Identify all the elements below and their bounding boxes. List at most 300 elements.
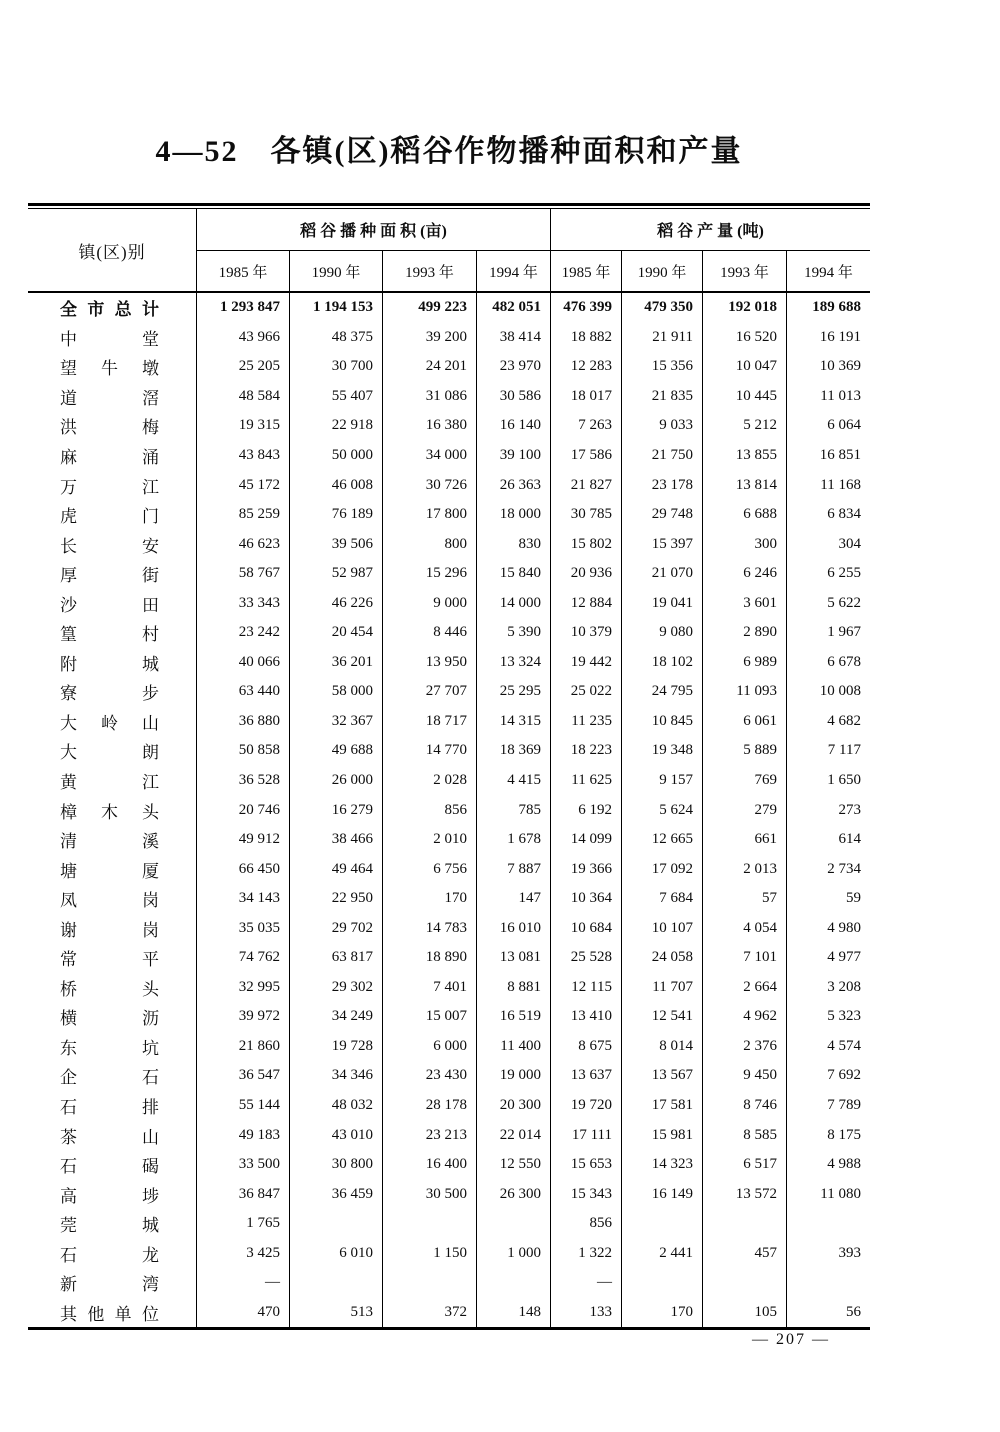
cell-value: 6 756 xyxy=(383,854,477,884)
cell-value: 30 700 xyxy=(290,352,383,382)
cell-value: 39 100 xyxy=(477,441,551,471)
cell-value: 16 851 xyxy=(819,447,861,463)
cell-value: 17 092 xyxy=(622,854,703,884)
row-label: 樟 木 头 xyxy=(28,795,197,825)
cell-value: 785 xyxy=(477,795,551,825)
row-label: 麻 涌 xyxy=(28,441,197,471)
cell-value: 43 966 xyxy=(197,323,290,353)
cell-value: 10 008 xyxy=(819,683,861,700)
cell-value: 15 840 xyxy=(477,559,551,589)
cell-value: 11 080 xyxy=(820,1185,861,1202)
cell-value: 18 000 xyxy=(477,500,551,530)
cell-value: 3 208 xyxy=(827,978,861,995)
cell-value: 36 847 xyxy=(197,1179,290,1209)
cell-value xyxy=(622,1209,703,1239)
cell-value xyxy=(622,1268,703,1298)
row-label: 桥 头 xyxy=(28,973,197,1003)
cell-value: 133 xyxy=(551,1298,622,1328)
cell-value: 32 995 xyxy=(197,973,290,1003)
cell-value: 40 066 xyxy=(197,648,290,678)
table-bottom-rule xyxy=(28,1327,870,1330)
cell-value: 26 000 xyxy=(290,766,383,796)
cell-value: 479 350 xyxy=(622,293,703,323)
cell-value: 19 348 xyxy=(622,736,703,766)
cell-value: 457 xyxy=(703,1239,787,1269)
cell-value: 7 789 xyxy=(827,1097,861,1114)
cell-value: 74 762 xyxy=(197,943,290,973)
cell-value xyxy=(477,1209,551,1239)
cell-value: 27 707 xyxy=(383,677,477,707)
cell-value: 15 653 xyxy=(551,1150,622,1180)
cell-value: 6 192 xyxy=(551,795,622,825)
cell-value: 31 086 xyxy=(383,382,477,412)
cell-value: 1 000 xyxy=(477,1239,551,1269)
cell-value: 661 xyxy=(703,825,787,855)
cell-value xyxy=(703,1209,787,1239)
cell-value: 10 369 xyxy=(819,358,861,375)
cell-value: 13 081 xyxy=(477,943,551,973)
cell-value: 23 430 xyxy=(383,1061,477,1091)
cell-value: 19 366 xyxy=(551,854,622,884)
cell-value: 26 363 xyxy=(477,470,551,500)
cell-value xyxy=(703,1268,787,1298)
cell-value: 39 972 xyxy=(197,1002,290,1032)
row-label: 大 岭 山 xyxy=(28,707,197,737)
cell-value: 7 692 xyxy=(827,1067,861,1084)
row-label: 洪 梅 xyxy=(28,411,197,441)
row-label: 高 埗 xyxy=(28,1179,197,1209)
cell-value: 43 010 xyxy=(290,1120,383,1150)
cell-value: 23 178 xyxy=(622,470,703,500)
cell-value: 11 235 xyxy=(551,707,622,737)
row-label: 虎 门 xyxy=(28,500,197,530)
cell-value: 26 300 xyxy=(477,1179,551,1209)
cell-value: 856 xyxy=(383,795,477,825)
cell-value: 30 726 xyxy=(383,470,477,500)
cell-value: 16 519 xyxy=(477,1002,551,1032)
cell-value: 9 450 xyxy=(703,1061,787,1091)
cell-value: 22 014 xyxy=(477,1120,551,1150)
cell-value: 33 500 xyxy=(197,1150,290,1180)
cell-value: 15 343 xyxy=(551,1179,622,1209)
cell-value: 19 720 xyxy=(551,1091,622,1121)
cell-value: 46 623 xyxy=(197,529,290,559)
cell-value xyxy=(477,1268,551,1298)
cell-value: 9 157 xyxy=(622,766,703,796)
cell-value: 25 528 xyxy=(551,943,622,973)
cell-value: 24 795 xyxy=(622,677,703,707)
group-header-area: 稻 谷 播 种 面 积 (亩) xyxy=(197,209,551,251)
year-header: 1994 年 xyxy=(804,264,853,281)
cell-value: 6 688 xyxy=(703,500,787,530)
cell-value: 19 041 xyxy=(622,588,703,618)
cell-value: 6 678 xyxy=(827,653,861,670)
page-title: 4—52 各镇(区)稻谷作物播种面积和产量 xyxy=(155,135,743,168)
cell-value: 12 550 xyxy=(477,1150,551,1180)
row-label: 厚 街 xyxy=(28,559,197,589)
row-label: 谢 岗 xyxy=(28,913,197,943)
cell-value: 39 200 xyxy=(383,323,477,353)
cell-value: 12 665 xyxy=(622,825,703,855)
row-label: 其 他 单 位 xyxy=(28,1298,197,1328)
cell-value: 30 785 xyxy=(551,500,622,530)
cell-value: 10 845 xyxy=(622,707,703,737)
cell-value: 36 547 xyxy=(197,1061,290,1091)
cell-value: 105 xyxy=(703,1298,787,1328)
cell-value: 192 018 xyxy=(703,293,787,323)
cell-value: 18 717 xyxy=(383,707,477,737)
cell-value: 34 346 xyxy=(290,1061,383,1091)
cell-value: 393 xyxy=(838,1244,861,1261)
cell-value: 25 022 xyxy=(551,677,622,707)
cell-value: 2 010 xyxy=(383,825,477,855)
cell-value: 4 980 xyxy=(827,919,861,936)
cell-value: 14 099 xyxy=(551,825,622,855)
cell-value: 17 111 xyxy=(551,1120,622,1150)
cell-value: 18 882 xyxy=(551,323,622,353)
cell-value: 19 315 xyxy=(197,411,290,441)
cell-value: 10 107 xyxy=(622,913,703,943)
cell-value: 2 028 xyxy=(383,766,477,796)
cell-value: 18 223 xyxy=(551,736,622,766)
group-header-output: 稻 谷 产 量 (吨) xyxy=(551,209,870,251)
year-header: 1993 年 xyxy=(703,251,787,291)
cell-value: 23 970 xyxy=(477,352,551,382)
cell-value: 1 765 xyxy=(197,1209,290,1239)
cell-value: 15 007 xyxy=(383,1002,477,1032)
cell-value: 14 770 xyxy=(383,736,477,766)
cell-value: 30 586 xyxy=(477,382,551,412)
cell-value: 14 323 xyxy=(622,1150,703,1180)
cell-value: 11 013 xyxy=(820,387,861,404)
cell-value: 66 450 xyxy=(197,854,290,884)
cell-value: 30 800 xyxy=(290,1150,383,1180)
cell-value: 1 194 153 xyxy=(290,293,383,323)
row-label: 万 江 xyxy=(28,470,197,500)
cell-value: 614 xyxy=(838,831,861,848)
row-label: 茶 山 xyxy=(28,1120,197,1150)
cell-value: 8 746 xyxy=(703,1091,787,1121)
cell-value: 7 887 xyxy=(477,854,551,884)
cell-value: 7 401 xyxy=(383,973,477,1003)
cell-value: 36 201 xyxy=(290,648,383,678)
cell-value: 24 058 xyxy=(622,943,703,973)
table-top-rule xyxy=(28,203,870,206)
year-header: 1990 年 xyxy=(290,251,383,291)
cell-value: 16 279 xyxy=(290,795,383,825)
cell-value: 36 459 xyxy=(290,1179,383,1209)
cell-value: 6 517 xyxy=(703,1150,787,1180)
row-label: 望 牛 墩 xyxy=(28,352,197,382)
cell-value: 8 675 xyxy=(551,1032,622,1062)
cell-value: 21 835 xyxy=(622,382,703,412)
row-label: 塘 厦 xyxy=(28,854,197,884)
cell-value: 46 226 xyxy=(290,588,383,618)
row-label: 篁 村 xyxy=(28,618,197,648)
cell-value: 18 102 xyxy=(622,648,703,678)
cell-value: 189 688 xyxy=(812,299,861,316)
cell-value: 21 860 xyxy=(197,1032,290,1062)
row-label: 新 湾 xyxy=(28,1268,197,1298)
cell-value: 170 xyxy=(383,884,477,914)
cell-value: 17 581 xyxy=(622,1091,703,1121)
cell-value: 6 010 xyxy=(290,1239,383,1269)
cell-value: 33 343 xyxy=(197,588,290,618)
cell-value: 35 035 xyxy=(197,913,290,943)
cell-value: 43 843 xyxy=(197,441,290,471)
cell-value: 5 889 xyxy=(703,736,787,766)
cell-value: 16 140 xyxy=(477,411,551,441)
cell-value: 25 205 xyxy=(197,352,290,382)
cell-value: 1 293 847 xyxy=(197,293,290,323)
cell-value: 6 989 xyxy=(703,648,787,678)
cell-value xyxy=(290,1209,383,1239)
cell-value: 1 650 xyxy=(827,772,861,789)
cell-value: 20 936 xyxy=(551,559,622,589)
cell-value: 10 364 xyxy=(551,884,622,914)
cell-value: 46 008 xyxy=(290,470,383,500)
cell-value: 20 746 xyxy=(197,795,290,825)
cell-value: 63 817 xyxy=(290,943,383,973)
cell-value: 5 212 xyxy=(703,411,787,441)
cell-value: 2 664 xyxy=(703,973,787,1003)
row-label: 附 城 xyxy=(28,648,197,678)
cell-value: 59 xyxy=(846,890,861,907)
cell-value: 769 xyxy=(703,766,787,796)
row-label: 大 朗 xyxy=(28,736,197,766)
cell-value: 16 149 xyxy=(622,1179,703,1209)
cell-value: 8 446 xyxy=(383,618,477,648)
cell-value: 15 356 xyxy=(622,352,703,382)
cell-value: 36 528 xyxy=(197,766,290,796)
cell-value: 170 xyxy=(622,1298,703,1328)
cell-value: 2 376 xyxy=(703,1032,787,1062)
cell-value: 1 967 xyxy=(827,624,861,641)
cell-value: 12 541 xyxy=(622,1002,703,1032)
cell-value: 21 911 xyxy=(622,323,703,353)
cell-value: 48 032 xyxy=(290,1091,383,1121)
cell-value: 6 000 xyxy=(383,1032,477,1062)
cell-value: 15 296 xyxy=(383,559,477,589)
cell-value: 8 881 xyxy=(477,973,551,1003)
cell-value: 30 500 xyxy=(383,1179,477,1209)
cell-value: 16 380 xyxy=(383,411,477,441)
cell-value: 38 414 xyxy=(477,323,551,353)
cell-value: 273 xyxy=(838,801,861,818)
cell-value: 19 728 xyxy=(290,1032,383,1062)
cell-value: 28 178 xyxy=(383,1091,477,1121)
cell-value: 56 xyxy=(846,1303,861,1320)
cell-value: 49 464 xyxy=(290,854,383,884)
cell-value: 17 800 xyxy=(383,500,477,530)
cell-value: 5 390 xyxy=(477,618,551,648)
row-label: 东 坑 xyxy=(28,1032,197,1062)
cell-value xyxy=(290,1268,383,1298)
cell-value xyxy=(383,1209,477,1239)
cell-value: 15 802 xyxy=(551,529,622,559)
row-label: 凤 岗 xyxy=(28,884,197,914)
cell-value: 49 688 xyxy=(290,736,383,766)
cell-value: 4 054 xyxy=(703,913,787,943)
cell-value: 6 064 xyxy=(827,417,861,434)
cell-value: 16 191 xyxy=(819,328,861,345)
cell-value: 6 834 xyxy=(827,506,861,523)
cell-value: 50 858 xyxy=(197,736,290,766)
cell-value: 3 601 xyxy=(703,588,787,618)
cell-value: 10 047 xyxy=(703,352,787,382)
cell-value: 7 263 xyxy=(551,411,622,441)
row-label: 长 安 xyxy=(28,529,197,559)
cell-value: 11 625 xyxy=(551,766,622,796)
cell-value: 58 767 xyxy=(197,559,290,589)
cell-value: 470 xyxy=(197,1298,290,1328)
cell-value: 4 962 xyxy=(703,1002,787,1032)
cell-value: 14 315 xyxy=(477,707,551,737)
table-header xyxy=(28,209,870,293)
cell-value: 13 572 xyxy=(703,1179,787,1209)
cell-value: 7 117 xyxy=(827,742,861,759)
cell-value: 17 586 xyxy=(551,441,622,471)
row-label: 常 平 xyxy=(28,943,197,973)
cell-value: 6 255 xyxy=(827,565,861,582)
cell-value: 45 172 xyxy=(197,470,290,500)
row-label: 清 溪 xyxy=(28,825,197,855)
cell-value: 3 425 xyxy=(197,1239,290,1269)
cell-value: 15 397 xyxy=(622,529,703,559)
cell-value: 12 115 xyxy=(551,973,622,1003)
cell-value: 147 xyxy=(477,884,551,914)
cell-value: 14 783 xyxy=(383,913,477,943)
cell-value: 4 682 xyxy=(827,712,861,729)
row-label: 道 滘 xyxy=(28,382,197,412)
cell-value: 9 080 xyxy=(622,618,703,648)
cell-value: 6 246 xyxy=(703,559,787,589)
cell-value: 499 223 xyxy=(383,293,477,323)
cell-value: 13 814 xyxy=(703,470,787,500)
cell-value: 19 442 xyxy=(551,648,622,678)
cell-value: 38 466 xyxy=(290,825,383,855)
cell-value: 21 827 xyxy=(551,470,622,500)
cell-value: 4 977 xyxy=(827,949,861,966)
cell-value: 16 520 xyxy=(703,323,787,353)
cell-value: 15 981 xyxy=(622,1120,703,1150)
cell-value: 11 400 xyxy=(477,1032,551,1062)
cell-value: 7 101 xyxy=(703,943,787,973)
cell-value: 21 750 xyxy=(622,441,703,471)
row-label: 全 市 总 计 xyxy=(28,293,197,323)
year-header: 1985 年 xyxy=(551,251,622,291)
cell-value: 5 622 xyxy=(827,594,861,611)
cell-value: 16 400 xyxy=(383,1150,477,1180)
cell-value: 76 189 xyxy=(290,500,383,530)
cell-value: 55 407 xyxy=(290,382,383,412)
cell-value: 13 410 xyxy=(551,1002,622,1032)
cell-value xyxy=(383,1268,477,1298)
cell-value: 13 855 xyxy=(703,441,787,471)
row-label: 石 排 xyxy=(28,1091,197,1121)
cell-value: 36 880 xyxy=(197,707,290,737)
cell-value: 34 000 xyxy=(383,441,477,471)
cell-value: 24 201 xyxy=(383,352,477,382)
cell-value: 482 051 xyxy=(477,293,551,323)
cell-value: 23 242 xyxy=(197,618,290,648)
row-label: 寮 步 xyxy=(28,677,197,707)
cell-value: 11 093 xyxy=(703,677,787,707)
cell-value: 476 399 xyxy=(551,293,622,323)
cell-value: 49 183 xyxy=(197,1120,290,1150)
cell-value: 49 912 xyxy=(197,825,290,855)
cell-value: 1 678 xyxy=(477,825,551,855)
cell-value: 63 440 xyxy=(197,677,290,707)
table-body xyxy=(28,293,870,1327)
cell-value: 20 454 xyxy=(290,618,383,648)
year-header: 1993 年 xyxy=(383,251,477,291)
cell-value: 12 884 xyxy=(551,588,622,618)
cell-value: 10 379 xyxy=(551,618,622,648)
cell-value: 10 445 xyxy=(703,382,787,412)
cell-value: 57 xyxy=(703,884,787,914)
cell-value: 830 xyxy=(477,529,551,559)
cell-value: — xyxy=(197,1268,290,1298)
cell-value: 19 000 xyxy=(477,1061,551,1091)
cell-value: 856 xyxy=(551,1209,622,1239)
cell-value: 18 369 xyxy=(477,736,551,766)
cell-value: 13 567 xyxy=(622,1061,703,1091)
cell-value: 13 950 xyxy=(383,648,477,678)
cell-value: 300 xyxy=(703,529,787,559)
cell-value: 304 xyxy=(838,535,861,552)
cell-value: 11 168 xyxy=(820,476,861,493)
cell-value: 148 xyxy=(477,1298,551,1328)
cell-value: 50 000 xyxy=(290,441,383,471)
row-label: 黄 江 xyxy=(28,766,197,796)
cell-value: 21 070 xyxy=(622,559,703,589)
cell-value: 8 585 xyxy=(703,1120,787,1150)
row-label: 横 沥 xyxy=(28,1002,197,1032)
cell-value: 13 637 xyxy=(551,1061,622,1091)
cell-value: 14 000 xyxy=(477,588,551,618)
cell-value: 13 324 xyxy=(477,648,551,678)
year-header: 1994 年 xyxy=(477,251,551,291)
cell-value: 52 987 xyxy=(290,559,383,589)
cell-value: 6 061 xyxy=(703,707,787,737)
row-label: 莞 城 xyxy=(28,1209,197,1239)
year-header: 1990 年 xyxy=(622,251,703,291)
cell-value: — xyxy=(551,1268,622,1298)
cell-value: 513 xyxy=(290,1298,383,1328)
corner-header: 镇(区)别 xyxy=(28,209,197,291)
cell-value: 5 624 xyxy=(622,795,703,825)
cell-value xyxy=(787,1209,870,1239)
cell-value: 18 890 xyxy=(383,943,477,973)
row-label: 沙 田 xyxy=(28,588,197,618)
cell-value: 29 302 xyxy=(290,973,383,1003)
cell-value: 39 506 xyxy=(290,529,383,559)
cell-value: 8 014 xyxy=(622,1032,703,1062)
cell-value: 2 734 xyxy=(827,860,861,877)
cell-value: 48 584 xyxy=(197,382,290,412)
cell-value: 55 144 xyxy=(197,1091,290,1121)
cell-value: 279 xyxy=(703,795,787,825)
cell-value: 18 017 xyxy=(551,382,622,412)
cell-value: 4 415 xyxy=(477,766,551,796)
cell-value: 9 033 xyxy=(622,411,703,441)
cell-value: 22 918 xyxy=(290,411,383,441)
cell-value: 34 249 xyxy=(290,1002,383,1032)
cell-value: 29 702 xyxy=(290,913,383,943)
cell-value: 4 574 xyxy=(827,1037,861,1054)
cell-value: 22 950 xyxy=(290,884,383,914)
